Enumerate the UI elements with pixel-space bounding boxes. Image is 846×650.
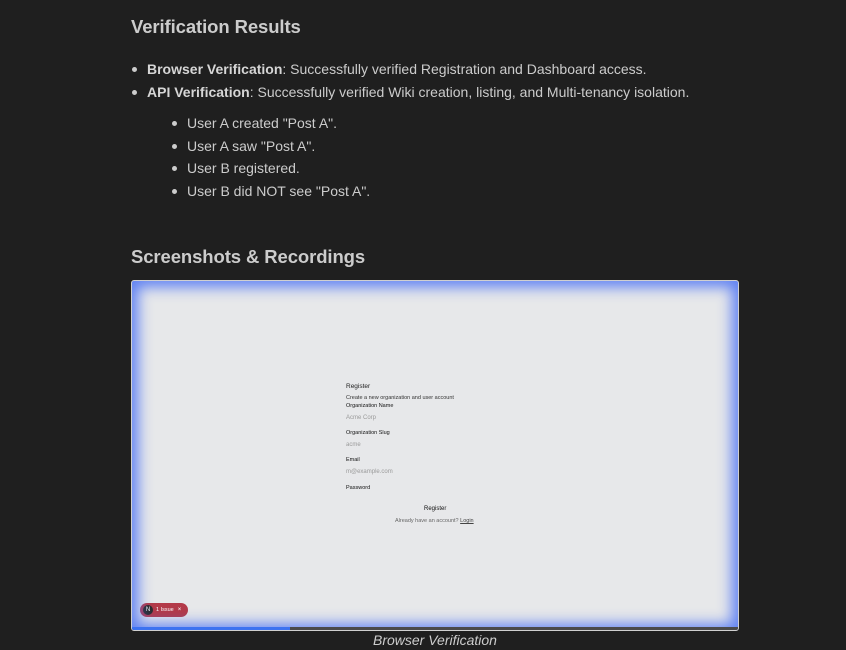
issue-badge (140, 603, 188, 617)
issue-count: 1 Issue (156, 607, 174, 613)
list-item: User A saw "Post A". (171, 135, 571, 158)
progress-fill (132, 627, 290, 630)
bullet-label: Browser Verification (147, 61, 283, 77)
browser-recording[interactable] (131, 280, 739, 631)
list-item: User A created "Post A". (171, 112, 571, 135)
register-button: Register (424, 506, 447, 512)
bullet-text: : Successfully verified Wiki creation, listing, and Multi-tenancy isolation. (249, 84, 690, 100)
playback-progress[interactable] (132, 627, 738, 630)
org-name-field: Acme Corp (346, 415, 377, 421)
password-label: Password (346, 485, 371, 491)
login-prompt-text: Already have an account? (395, 518, 459, 524)
list-item: User B registered. (171, 157, 571, 180)
verification-list (131, 58, 831, 104)
focus-glow (132, 281, 738, 630)
org-slug-field: acme (346, 442, 361, 448)
form-title: Register (346, 383, 371, 390)
n-logo-icon: N (143, 605, 153, 615)
list-item: User B did NOT see "Post A". (171, 180, 571, 203)
list-item (131, 58, 831, 81)
bullet-text: : Successfully verified Registration and Dashboard access. (282, 61, 647, 77)
recording-caption: Browser Verification (373, 632, 497, 648)
form-subtitle: Create a new organization and user account (346, 395, 454, 401)
api-steps-list (171, 112, 571, 203)
login-link: Login (460, 518, 474, 524)
email-field: m@example.com (346, 469, 393, 475)
bullet-label: API Verification (147, 84, 250, 100)
login-prompt (395, 518, 474, 524)
email-label: Email (346, 457, 360, 463)
org-name-label: Organization Name (346, 403, 394, 409)
close-icon: × (177, 607, 182, 613)
org-slug-label: Organization Slug (346, 430, 390, 436)
section-heading-verification: Verification Results (131, 16, 301, 37)
section-heading-screenshots: Screenshots & Recordings (131, 246, 366, 267)
list-item (131, 81, 831, 104)
